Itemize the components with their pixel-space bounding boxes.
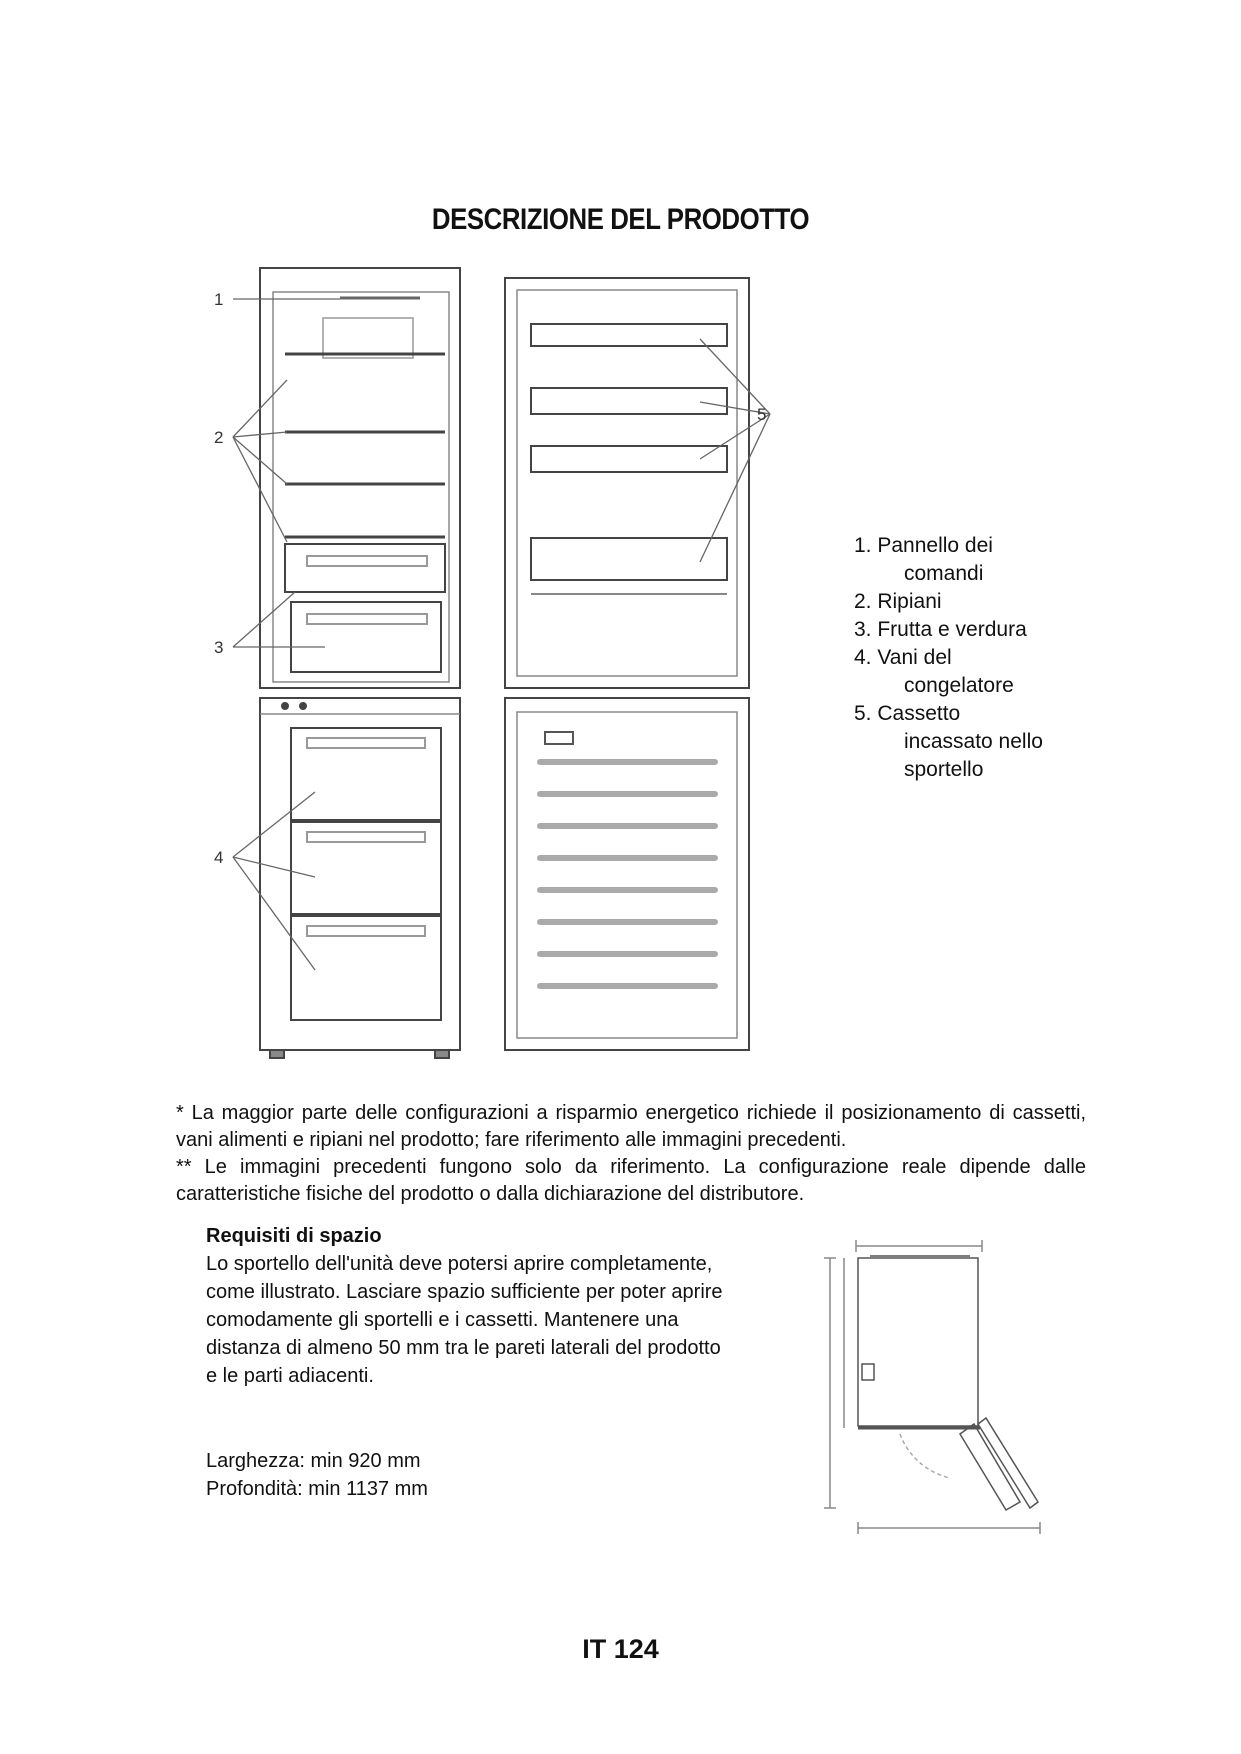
freezer-drawer bbox=[291, 822, 441, 914]
crisper-drawer bbox=[285, 544, 445, 592]
callout-4: 4 bbox=[214, 848, 224, 867]
open-door bbox=[960, 1424, 1020, 1510]
notes bbox=[176, 1100, 1086, 1208]
space-requirements bbox=[206, 1222, 736, 1390]
dimensions bbox=[206, 1447, 428, 1503]
legend-item-5: 5. Cassetto bbox=[854, 702, 961, 725]
legend-item-3: 3. Frutta e verdura bbox=[854, 618, 1027, 641]
door-bin bbox=[531, 324, 727, 346]
min-depth: Profondità: min 1137 mm bbox=[206, 1478, 428, 1500]
fridge-top-view bbox=[858, 1258, 978, 1426]
legend-item-2: 2. Ripiani bbox=[854, 590, 942, 613]
legend-item-5-cont2: sportello bbox=[904, 758, 984, 781]
crisper-drawer bbox=[291, 602, 441, 672]
door-bin bbox=[531, 446, 727, 472]
door-bin bbox=[531, 538, 727, 580]
legend bbox=[854, 532, 1043, 784]
page-number: IT 124 bbox=[582, 1634, 659, 1664]
callout-numbers bbox=[214, 290, 766, 867]
space-body: Lo sportello dell'unità deve potersi aprire completamente, come illustrato. Lasciare spazio sufficiente per poter aprire comodamente gli sportelli e i cassetti. Mantenere una distanza di almeno 50 mm tra le pareti laterali del prodotto e le parti adiacenti. bbox=[206, 1253, 723, 1387]
freezer-drawer bbox=[291, 728, 441, 820]
clearance-diagram bbox=[800, 1228, 1090, 1558]
freezer-door bbox=[505, 698, 749, 1050]
note-1: * La maggior parte delle configurazioni a risparmio energetico richiede il posizionamento di cassetti, vani alimenti e ripiani nel prodotto; fare riferimento alle immagini precedenti. bbox=[176, 1102, 1086, 1151]
callout-3: 3 bbox=[214, 638, 224, 657]
callout-leaders bbox=[233, 299, 770, 970]
note-2: ** Le immagini precedenti fungono solo da riferimento. La configurazione reale dipende dalle caratteristiche fisiche del prodotto o dalla dichiarazione del distributore. bbox=[176, 1156, 1086, 1205]
fridge-diagram bbox=[195, 262, 775, 1062]
legend-item-1-cont: comandi bbox=[904, 562, 984, 585]
door-bin bbox=[531, 388, 727, 414]
space-heading: Requisiti di spazio bbox=[206, 1225, 382, 1247]
page-title: DESCRIZIONE DEL PRODOTTO bbox=[431, 203, 810, 236]
legend-item-5-cont: incassato nello bbox=[904, 730, 1043, 753]
min-width: Larghezza: min 920 mm bbox=[206, 1450, 421, 1472]
callout-5: 5 bbox=[757, 405, 767, 424]
callout-2: 2 bbox=[214, 428, 224, 447]
legend-item-4: 4. Vani del bbox=[854, 646, 952, 669]
fridge-door bbox=[505, 278, 749, 688]
legend-item-1: 1. Pannello dei bbox=[854, 534, 993, 557]
callout-1: 1 bbox=[214, 290, 224, 309]
legend-item-4-cont: congelatore bbox=[904, 674, 1014, 697]
